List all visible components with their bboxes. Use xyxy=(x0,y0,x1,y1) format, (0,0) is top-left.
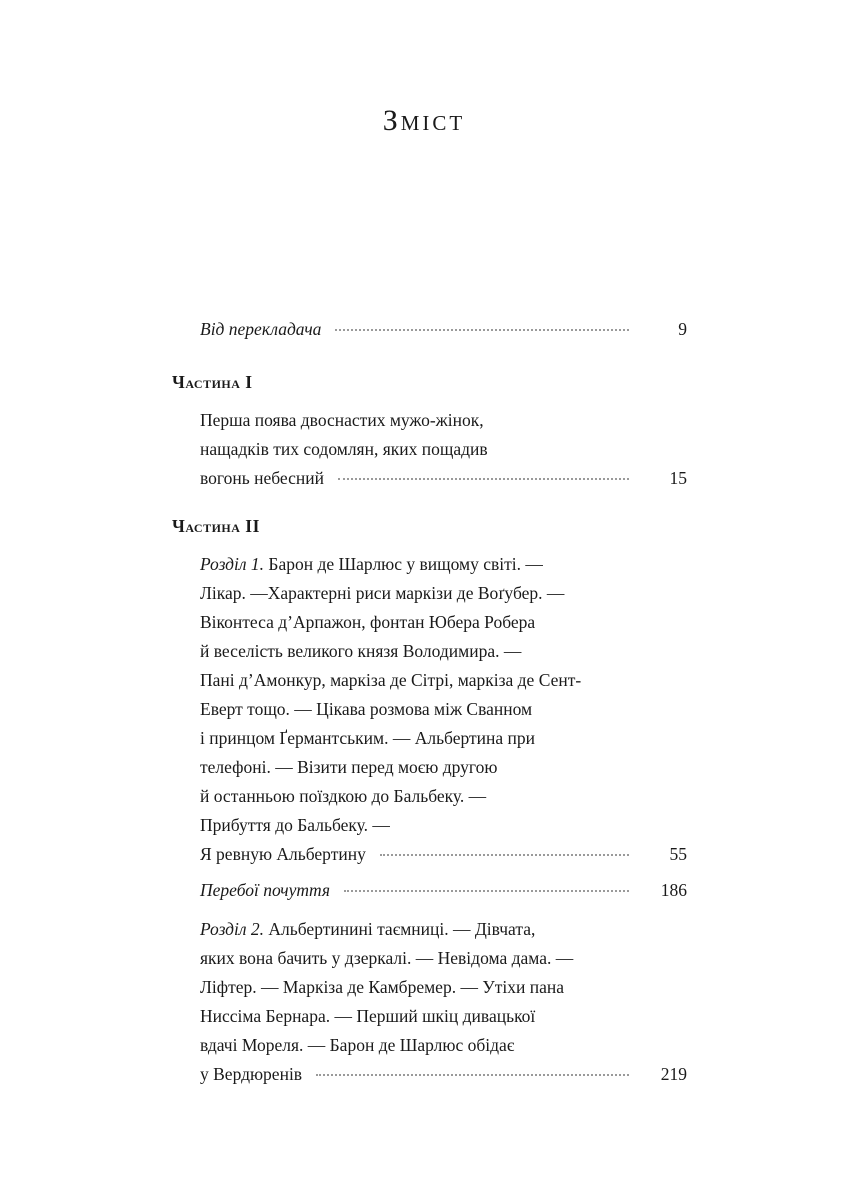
page-number: 55 xyxy=(669,844,687,864)
entry-line: й останньою поїздкою до Бальбеку. — xyxy=(200,786,487,806)
entry-title: Від перекладача xyxy=(200,319,322,339)
toc-entry-chapter1[interactable] xyxy=(200,839,687,869)
page-number: 219 xyxy=(660,1064,687,1084)
entry-line: вдачі Мореля. — Барон де Шарлюс обідає xyxy=(200,1035,515,1055)
dot-leader xyxy=(380,853,629,856)
entry-last-line: вогонь небесний xyxy=(200,468,324,488)
dot-leader xyxy=(335,328,629,331)
chapter2-first-line xyxy=(200,914,535,944)
chapter1-first-line xyxy=(200,549,543,579)
entry-line: Ліфтер. — Маркіза де Камбремер. — Утіхи пана xyxy=(200,977,564,997)
entry-line: Еверт тощо. — Цікава розмова між Сванном xyxy=(200,699,533,719)
toc-entry-translator[interactable] xyxy=(200,314,687,344)
entry-line: й веселість великого князя Володимира. — xyxy=(200,641,522,661)
dot-leader xyxy=(316,1073,629,1076)
entry-line: телефоні. — Візити перед моєю другою xyxy=(200,757,498,777)
toc-entry-intermission[interactable] xyxy=(200,875,687,905)
page-number: 9 xyxy=(678,319,687,339)
entry-last-line: Я ревную Альбертину xyxy=(200,844,366,864)
entry-line: Лікар. —Характерні риси маркізи де Воґубер. — xyxy=(200,583,565,603)
page-number: 186 xyxy=(660,880,687,900)
dot-leader xyxy=(338,477,629,480)
entry-line: і принцом Ґермантським. — Альбертина при xyxy=(200,728,536,748)
page-title: Зміст xyxy=(382,104,466,137)
chapter-first-line-text: Альбертинині таємниці. — Дівчата, xyxy=(264,919,536,939)
chapter-prefix: Розділ 2. xyxy=(200,919,265,939)
part-heading-2: Частина II xyxy=(172,516,260,536)
entry-line: Віконтеса д’Арпажон, фонтан Юбера Робера xyxy=(200,612,536,632)
toc-entry-chapter2[interactable] xyxy=(200,1059,687,1089)
toc-entry-part1[interactable] xyxy=(200,463,687,493)
entry-line: яких вона бачить у дзеркалі. — Невідома дама. — xyxy=(200,948,574,968)
chapter-prefix: Розділ 1. xyxy=(200,554,265,574)
entry-line: нащадків тих содомлян, яких пощадив xyxy=(200,439,488,459)
part-heading-1: Частина I xyxy=(172,372,253,392)
entry-line: Прибуття до Бальбеку. — xyxy=(200,815,390,835)
chapter-first-line-text: Барон де Шарлюс у вищому світі. — xyxy=(264,554,543,574)
entry-last-line: у Вердюренів xyxy=(200,1064,303,1084)
entry-line: Перша поява двоснастих мужо-жінок, xyxy=(200,410,484,430)
entry-title: Перебої почуття xyxy=(200,880,331,900)
page-number: 15 xyxy=(669,468,687,488)
entry-line: Пані д’Амонкур, маркіза де Сітрі, маркіза де Сент- xyxy=(200,670,582,690)
dot-leader xyxy=(344,889,629,892)
entry-line: Ниссіма Бернара. — Перший шкіц дивацької xyxy=(200,1006,536,1026)
